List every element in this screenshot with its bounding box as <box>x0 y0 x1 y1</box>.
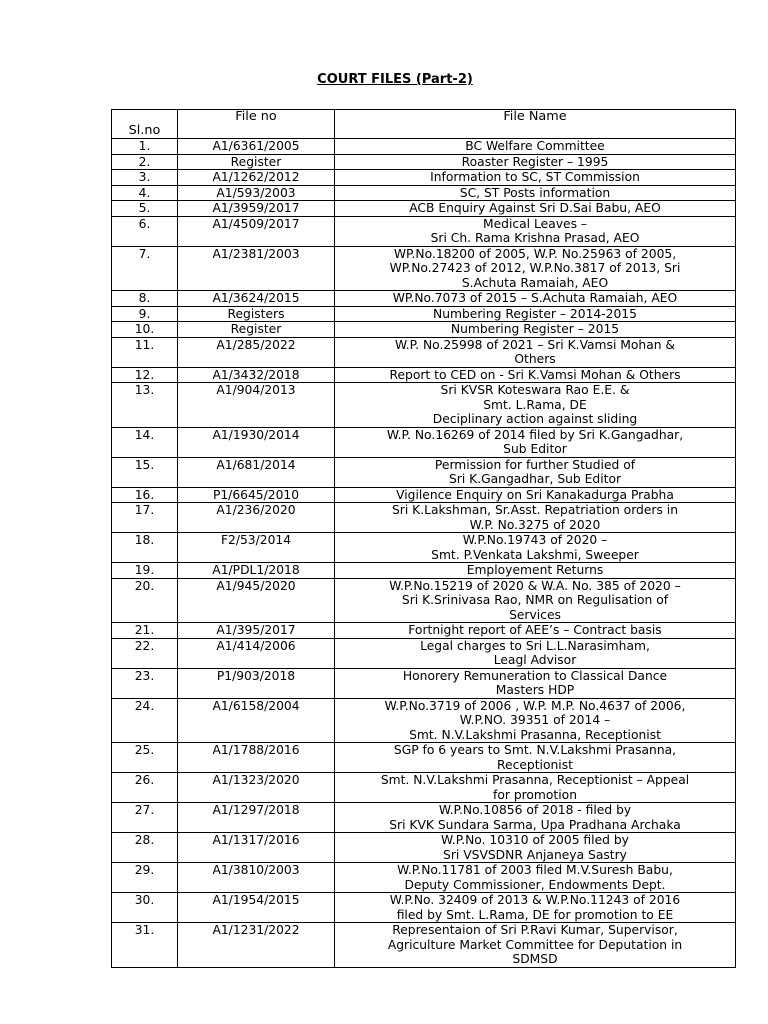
cell-slno: 4. <box>112 185 178 201</box>
cell-slno: 22. <box>112 638 178 668</box>
cell-file-name: Sri KVSR Koteswara Rao E.E. & Smt. L.Rama, DE Deciplinary action against sliding <box>335 383 736 428</box>
cell-slno: 14. <box>112 427 178 457</box>
cell-file-name: WP.No.18200 of 2005, W.P. No.25963 of 2005, WP.No.27423 of 2012, W.P.No.3817 of 2013, Sri S.Achuta Ramaiah, AEO <box>335 246 736 291</box>
table-row <box>112 893 736 923</box>
cell-file-name: Smt. N.V.Lakshmi Prasanna, Receptionist – Appeal for promotion <box>335 773 736 803</box>
table-row <box>112 863 736 893</box>
cell-slno: 26. <box>112 773 178 803</box>
cell-file-no: A1/414/2006 <box>178 638 335 668</box>
cell-file-no: A1/395/2017 <box>178 623 335 639</box>
cell-file-no: A1/6158/2004 <box>178 698 335 743</box>
table-row <box>112 487 736 503</box>
cell-file-no: A1/1297/2018 <box>178 803 335 833</box>
cell-file-name: Roaster Register – 1995 <box>335 154 736 170</box>
cell-file-no: Register <box>178 154 335 170</box>
cell-file-name: Sri K.Lakshman, Sr.Asst. Repatriation orders in W.P. No.3275 of 2020 <box>335 503 736 533</box>
cell-file-name: ACB Enquiry Against Sri D.Sai Babu, AEO <box>335 201 736 217</box>
cell-slno: 7. <box>112 246 178 291</box>
cell-slno: 18. <box>112 533 178 563</box>
table-row <box>112 457 736 487</box>
table-row <box>112 170 736 186</box>
cell-file-no: A1/PDL1/2018 <box>178 563 335 579</box>
cell-file-name: W.P.No.15219 of 2020 & W.A. No. 385 of 2020 – Sri K.Srinivasa Rao, NMR on Regulisation of Services <box>335 578 736 623</box>
cell-file-no: A1/1954/2015 <box>178 893 335 923</box>
cell-file-name: W.P.No.11781 of 2003 filed M.V.Suresh Babu, Deputy Commissioner, Endowments Dept. <box>335 863 736 893</box>
cell-slno: 15. <box>112 457 178 487</box>
cell-file-no: P1/6645/2010 <box>178 487 335 503</box>
table-row <box>112 563 736 579</box>
cell-file-name: SC, ST Posts information <box>335 185 736 201</box>
cell-slno: 25. <box>112 743 178 773</box>
cell-slno: 17. <box>112 503 178 533</box>
cell-slno: 10. <box>112 322 178 338</box>
table-row <box>112 201 736 217</box>
table-row <box>112 623 736 639</box>
cell-file-name: Numbering Register – 2014-2015 <box>335 306 736 322</box>
table-row <box>112 139 736 155</box>
cell-file-no: Register <box>178 322 335 338</box>
cell-slno: 19. <box>112 563 178 579</box>
cell-slno: 6. <box>112 216 178 246</box>
table-row <box>112 743 736 773</box>
cell-file-name: Employement Returns <box>335 563 736 579</box>
table-row <box>112 246 736 291</box>
cell-file-name: SGP fo 6 years to Smt. N.V.Lakshmi Prasanna, Receptionist <box>335 743 736 773</box>
cell-slno: 29. <box>112 863 178 893</box>
cell-file-name: Legal charges to Sri L.L.Narasimham, Leagl Advisor <box>335 638 736 668</box>
cell-file-no: Registers <box>178 306 335 322</box>
cell-file-no: A1/285/2022 <box>178 337 335 367</box>
cell-file-no: A1/6361/2005 <box>178 139 335 155</box>
cell-slno: 11. <box>112 337 178 367</box>
table-row <box>112 383 736 428</box>
table-row <box>112 698 736 743</box>
column-header-file-name: File Name <box>335 110 736 139</box>
cell-slno: 2. <box>112 154 178 170</box>
cell-file-no: A1/593/2003 <box>178 185 335 201</box>
cell-file-name: W.P.No.3719 of 2006 , W.P. M.P. No.4637 of 2006, W.P.NO. 39351 of 2014 – Smt. N.V.Lakshmi Prasanna, Receptionist <box>335 698 736 743</box>
court-files-table <box>111 109 736 968</box>
cell-file-no: A1/681/2014 <box>178 457 335 487</box>
table-row <box>112 306 736 322</box>
cell-slno: 1. <box>112 139 178 155</box>
cell-file-name: Permission for further Studied of Sri K.Gangadhar, Sub Editor <box>335 457 736 487</box>
cell-slno: 31. <box>112 923 178 968</box>
table-body <box>112 139 736 968</box>
cell-file-name: Medical Leaves – Sri Ch. Rama Krishna Prasad, AEO <box>335 216 736 246</box>
cell-file-name: Information to SC, ST Commission <box>335 170 736 186</box>
table-row <box>112 773 736 803</box>
table-row <box>112 216 736 246</box>
table-row <box>112 427 736 457</box>
column-header-slno: Sl.no <box>112 110 178 139</box>
cell-file-no: A1/1231/2022 <box>178 923 335 968</box>
cell-file-no: A1/2381/2003 <box>178 246 335 291</box>
cell-file-no: A1/904/2013 <box>178 383 335 428</box>
table-row <box>112 533 736 563</box>
table-row <box>112 578 736 623</box>
cell-slno: 8. <box>112 291 178 307</box>
table-row <box>112 367 736 383</box>
table-header-row <box>112 110 736 139</box>
cell-slno: 3. <box>112 170 178 186</box>
cell-file-name: W.P. No.25998 of 2021 – Sri K.Vamsi Mohan & Others <box>335 337 736 367</box>
cell-slno: 23. <box>112 668 178 698</box>
cell-slno: 5. <box>112 201 178 217</box>
cell-file-no: P1/903/2018 <box>178 668 335 698</box>
cell-slno: 28. <box>112 833 178 863</box>
cell-file-name: Fortnight report of AEE’s – Contract basis <box>335 623 736 639</box>
page-title: COURT FILES (Part-2) <box>317 72 473 87</box>
table-row <box>112 154 736 170</box>
cell-slno: 13. <box>112 383 178 428</box>
cell-file-name: W.P.No. 32409 of 2013 & W.P.No.11243 of 2016 filed by Smt. L.Rama, DE for promotion to EE <box>335 893 736 923</box>
cell-file-no: A1/1788/2016 <box>178 743 335 773</box>
cell-file-no: A1/3959/2017 <box>178 201 335 217</box>
cell-file-no: A1/1317/2016 <box>178 833 335 863</box>
cell-file-name: W.P.No.10856 of 2018 - filed by Sri KVK Sundara Sarma, Upa Pradhana Archaka <box>335 803 736 833</box>
table-row <box>112 337 736 367</box>
cell-file-no: A1/1262/2012 <box>178 170 335 186</box>
cell-file-name: Numbering Register – 2015 <box>335 322 736 338</box>
table-row <box>112 322 736 338</box>
cell-file-name: W.P.No.19743 of 2020 – Smt. P.Venkata Lakshmi, Sweeper <box>335 533 736 563</box>
table-row <box>112 291 736 307</box>
column-header-file-no: File no <box>178 110 335 139</box>
cell-file-name: WP.No.7073 of 2015 – S.Achuta Ramaiah, AEO <box>335 291 736 307</box>
cell-file-name: W.P. No.16269 of 2014 filed by Sri K.Gangadhar, Sub Editor <box>335 427 736 457</box>
cell-file-no: A1/1930/2014 <box>178 427 335 457</box>
table-row <box>112 833 736 863</box>
cell-file-no: A1/945/2020 <box>178 578 335 623</box>
table-row <box>112 638 736 668</box>
cell-slno: 27. <box>112 803 178 833</box>
cell-slno: 21. <box>112 623 178 639</box>
cell-file-no: A1/3432/2018 <box>178 367 335 383</box>
cell-file-no: F2/53/2014 <box>178 533 335 563</box>
cell-file-no: A1/4509/2017 <box>178 216 335 246</box>
cell-slno: 24. <box>112 698 178 743</box>
cell-slno: 30. <box>112 893 178 923</box>
cell-file-name: Honorery Remuneration to Classical Dance Masters HDP <box>335 668 736 698</box>
cell-file-no: A1/3810/2003 <box>178 863 335 893</box>
cell-file-no: A1/1323/2020 <box>178 773 335 803</box>
cell-file-name: BC Welfare Committee <box>335 139 736 155</box>
table-row <box>112 185 736 201</box>
cell-file-no: A1/3624/2015 <box>178 291 335 307</box>
table-row <box>112 503 736 533</box>
cell-slno: 12. <box>112 367 178 383</box>
cell-slno: 20. <box>112 578 178 623</box>
table-row <box>112 923 736 968</box>
cell-file-name: W.P.No. 10310 of 2005 filed by Sri VSVSDNR Anjaneya Sastry <box>335 833 736 863</box>
cell-slno: 9. <box>112 306 178 322</box>
cell-file-name: Vigilence Enquiry on Sri Kanakadurga Prabha <box>335 487 736 503</box>
table-row <box>112 803 736 833</box>
cell-slno: 16. <box>112 487 178 503</box>
cell-file-name: Representaion of Sri P.Ravi Kumar, Supervisor, Agriculture Market Committee for Deputation in SDMSD <box>335 923 736 968</box>
cell-file-no: A1/236/2020 <box>178 503 335 533</box>
table-row <box>112 668 736 698</box>
cell-file-name: Report to CED on - Sri K.Vamsi Mohan & Others <box>335 367 736 383</box>
